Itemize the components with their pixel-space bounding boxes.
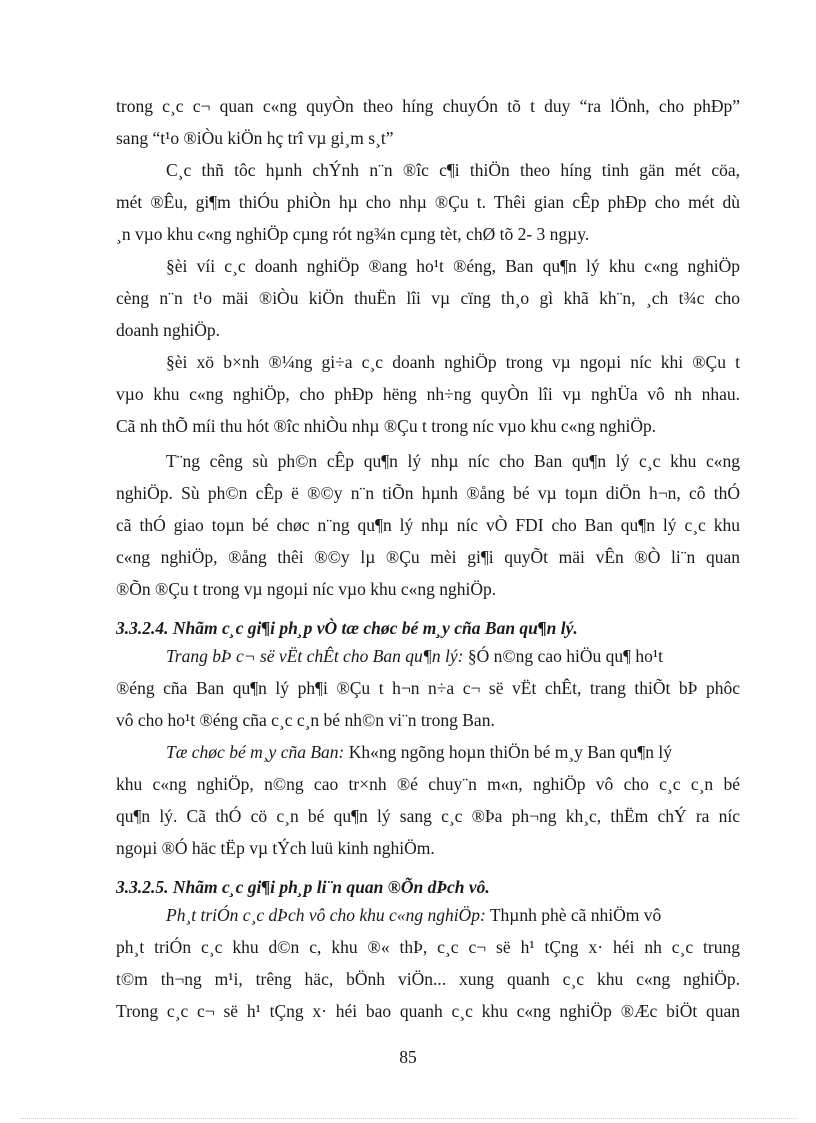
italic-lead: Tæ chøc bé m¸y cña Ban: xyxy=(166,742,345,762)
body-line: cèng n¨n t¹o mäi ®iÒu kiÖn thuËn lîi vµ cïng th¸o gì khã kh¨n, ¸ch t¾c cho xyxy=(116,288,740,308)
body-line: doanh nghiÖp. xyxy=(116,320,221,340)
body-line: ¸n vµo khu c«ng nghiÖp cµng rót ng¾n cµng tèt, chØ tõ 2- 3 ngµy. xyxy=(116,224,590,244)
body-line: qu¶n lý. Cã thÓ cö c¸n bé qu¶n lý sang c¸c ®Þa ph¬ng kh¸c, thËm chÝ ra níc xyxy=(116,806,740,826)
body-line: C¸c thñ tôc hµnh chÝnh n¨n ®îc c¶i thiÖn theo híng tinh gän mét cöa, xyxy=(166,160,740,180)
body-line: khu c«ng nghiÖp, n©ng cao tr×nh ®é chuy¨n m«n, nghiÖp vô cho c¸c c¸n bé xyxy=(116,774,740,794)
italic-lead: Ph¸t triÓn c¸c dÞch vô cho khu c«ng nghiÖp: xyxy=(166,905,486,925)
body-text: Thµnh phè cã nhiÖm vô xyxy=(485,905,662,925)
body-line: §èi xö b×nh ®¼ng gi÷a c¸c doanh nghiÖp trong vµ ngoµi níc khi ®Çu t xyxy=(166,352,740,372)
body-line xyxy=(166,904,740,926)
body-line: trong c¸c c¬ quan c«ng quyÒn theo híng chuyÓn tõ t duy “ra lÖnh, cho phÐp” xyxy=(116,96,740,116)
body-line: sang “t¹o ®iÒu kiÖn hç trî vµ gi¸m s¸t” xyxy=(116,128,394,148)
body-line: Trong c¸c c¬ së h¹ tÇng x· héi bao quanh c¸c khu c«ng nghiÖp ®Æc biÖt quan xyxy=(116,1001,740,1021)
body-line: ®Õn ®Çu t trong vµ ngoµi níc vµo khu c«ng nghiÖp. xyxy=(116,579,497,599)
body-line: mét ®Êu, gi¶m thiÓu phiÒn hµ cho nhµ ®Çu t. Thêi gian cÊp phÐp cho mét dù xyxy=(116,192,740,212)
page-number: 85 xyxy=(399,1047,417,1067)
body-text: Kh«ng ngõng hoµn thiÖn bé m¸y Ban qu¶n lý xyxy=(344,742,673,762)
italic-lead: Trang bÞ c¬ së vËt chÊt cho Ban qu¶n lý: xyxy=(166,646,464,666)
page-edge-divider xyxy=(20,1118,796,1119)
body-line: ph¸t triÓn c¸c khu d©n c, khu ®« thÞ, c¸c c¬ së h¹ tÇng x· héi nh c¸c trung xyxy=(116,937,740,957)
body-line: t©m th¬ng m¹i, trêng häc, bÖnh viÖn... xung quanh c¸c khu c«ng nghiÖp. xyxy=(116,969,740,989)
body-line: nghiÖp. Sù ph©n cÊp ë ®©y n¨n tiÕn hµnh ®ång bé vµ toµn diÖn h¬n, cô thÓ xyxy=(116,483,740,503)
body-text: §Ó n©ng cao hiÖu qu¶ ho¹t xyxy=(463,646,664,666)
section-heading: 3.3.2.4. Nhãm c¸c gi¶i ph¸p vÒ tæ chøc bé m¸y cña Ban qu¶n lý. xyxy=(116,618,578,638)
body-line: vµo khu c«ng nghiÖp, cho phÐp hëng nh÷ng quyÒn lîi vµ nghÜa vô nh nhau. xyxy=(116,384,740,404)
section-heading: 3.3.2.5. Nhãm c¸c gi¶i ph¸p li¨n quan ®Õn dÞch vô. xyxy=(116,877,490,897)
body-line: §èi víi c¸c doanh nghiÖp ®ang ho¹t ®éng, Ban qu¶n lý khu c«ng nghiÖp xyxy=(166,256,740,276)
body-line: cã thÓ giao toµn bé chøc n¨ng qu¶n lý nhµ níc vÒ FDI cho Ban qu¶n lý c¸c khu xyxy=(116,515,740,535)
body-line: ngoµi ®Ó häc tËp vµ tÝch luü kinh nghiÖm. xyxy=(116,838,435,858)
body-line xyxy=(166,741,740,763)
body-line: T¨ng cêng sù ph©n cÊp qu¶n lý nhµ níc cho Ban qu¶n lý c¸c khu c«ng xyxy=(166,451,740,471)
body-line xyxy=(166,645,740,667)
body-line: c«ng nghiÖp, ®ång thêi ®©y lµ ®Çu mèi gi¶i quyÕt mäi vÊn ®Ò li¨n quan xyxy=(116,547,740,567)
body-line: Cã nh thÕ míi thu hót ®îc nhiÒu nhµ ®Çu t trong níc vµo khu c«ng nghiÖp. xyxy=(116,416,657,436)
body-line: ®éng cña Ban qu¶n lý ph¶i ®Çu t h¬n n÷a c¬ së vËt chÊt, trang thiÕt bÞ phôc xyxy=(116,678,740,698)
body-line: vô cho ho¹t ®éng cña c¸c c¸n bé nh©n vi¨n trong Ban. xyxy=(116,710,495,730)
